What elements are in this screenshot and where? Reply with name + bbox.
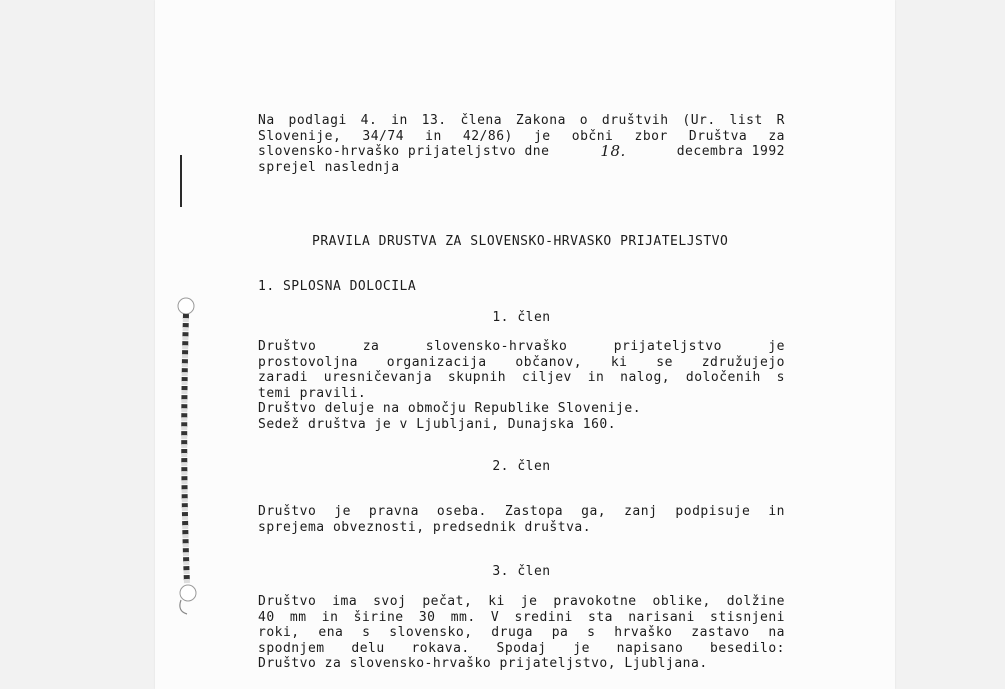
document-title: PRAVILA DRUSTVA ZA SLOVENSKO-HRVASKO PRIJATELJSTVO: [312, 234, 729, 249]
article-3-line: Društvo za slovensko-hrvaško prijateljstvo, Ljubljana.: [258, 656, 708, 671]
preamble-line-3-end: decembra 1992: [676, 144, 785, 159]
article-1-line: temi pravili.: [258, 385, 367, 401]
article-3-line: 40 mm in širine 30 mm. V sredini sta narisani stisnjeni: [258, 609, 785, 625]
preamble: [258, 113, 785, 175]
article-2-line: Društvo je pravna oseba. Zastopa ga, zanj podpisuje in: [258, 504, 785, 519]
article-3-body: [258, 594, 785, 672]
article-1-line: Sedež društva je v Ljubljani, Dunajska 160.: [258, 416, 617, 432]
article-1-line: Društvo za slovensko-hrvaško prijateljstvo je: [258, 339, 785, 354]
article-3-line: spodnjem delu rokava. Spodaj je napisano besedilo:: [258, 640, 785, 656]
article-1-line: zaradi uresničevanja skupnih ciljev in nalog, določenih s: [258, 370, 785, 385]
article-3-heading: 3. člen: [492, 564, 551, 579]
article-3-line: Društvo ima svoj pečat, ki je pravokotne oblike, dolžine: [258, 594, 785, 609]
article-1-heading: 1. člen: [492, 310, 551, 325]
article-1-line: prostovoljna organizacija občanov, ki se združujejo: [258, 354, 785, 370]
article-1-body: [258, 339, 785, 432]
handwritten-date: 18.: [600, 142, 626, 160]
article-2-line: sprejema obveznosti, predsednik društva.: [258, 519, 592, 535]
margin-mark: [180, 155, 182, 207]
preamble-line-4: sprejel naslednja: [258, 159, 400, 175]
preamble-line-3: [258, 144, 785, 160]
article-3-line: roki, ena s slovensko, druga pa s hrvaško zastavo na: [258, 625, 785, 640]
article-2-body: [258, 504, 785, 535]
article-1-line: Društvo deluje na območju Republike Slovenije.: [258, 401, 642, 416]
article-2-heading: 2. člen: [492, 459, 551, 474]
section-heading: 1. SPLOSNA DOLOCILA: [258, 279, 417, 294]
preamble-line-3-start: slovensko-hrvaško prijateljstvo dne: [258, 144, 550, 159]
preamble-line-1: Na podlagi 4. in 13. člena Zakona o društvih (Ur. list R: [258, 113, 785, 128]
binding-cord-icon: [175, 296, 205, 616]
preamble-line-2: Slovenije, 34/74 in 42/86) je občni zbor Društva za: [258, 128, 785, 144]
